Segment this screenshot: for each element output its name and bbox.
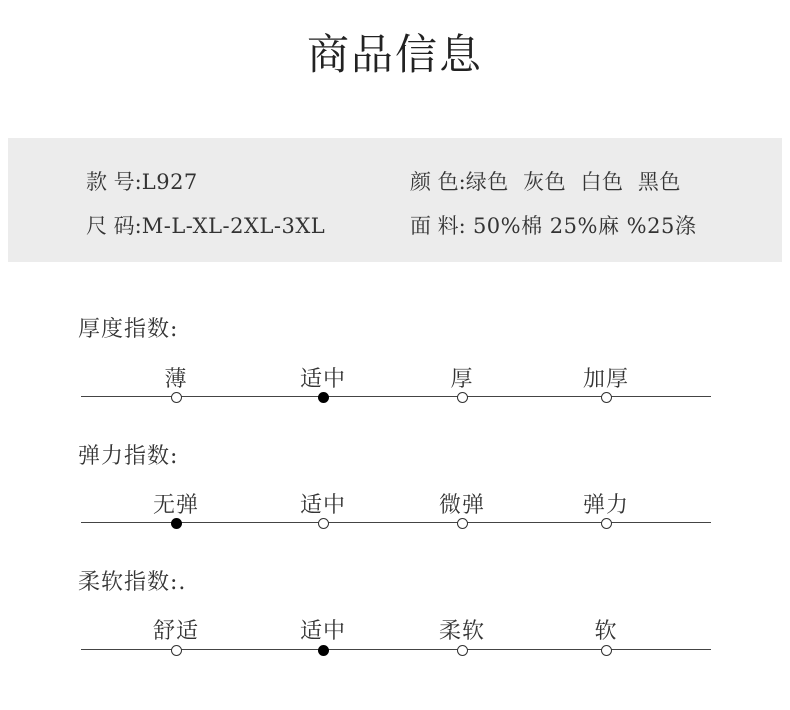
elasticity-option: 弹力	[582, 493, 629, 518]
colors-label: 颜 色:	[410, 170, 466, 194]
size	[86, 210, 325, 240]
softness-option: 舒适	[152, 619, 199, 644]
style-number	[86, 166, 198, 196]
softness-marker	[171, 645, 182, 656]
thickness-marker	[171, 392, 182, 403]
softness-option: 软	[594, 619, 618, 644]
elasticity-option: 微弹	[438, 493, 485, 518]
softness-option: 柔软	[438, 619, 485, 644]
fabric-label: 面 料:	[410, 214, 466, 238]
softness-marker	[457, 645, 468, 656]
softness-option: 适中	[299, 619, 346, 644]
elasticity-option: 无弹	[152, 493, 199, 518]
softness-marker	[601, 645, 612, 656]
fabric	[410, 210, 696, 240]
thickness-option: 厚	[450, 367, 474, 392]
page-title: 商品信息	[306, 30, 483, 79]
thickness-option: 薄	[164, 367, 188, 392]
softness-marker	[318, 645, 329, 656]
colors	[410, 166, 681, 196]
elasticity-index-label: 弹力指数:	[78, 444, 179, 469]
thickness-option: 加厚	[582, 367, 629, 392]
style-number-label: 款 号:	[86, 170, 142, 194]
size-value: M-L-XL-2XL-3XL	[141, 214, 326, 238]
size-label: 尺 码:	[86, 214, 142, 238]
product-info-panel	[8, 138, 782, 262]
elasticity-option: 适中	[299, 493, 346, 518]
style-number-value: L927	[141, 170, 198, 194]
colors-value: 绿色 灰色 白色 黑色	[465, 170, 681, 194]
thickness-marker	[457, 392, 468, 403]
thickness-index-label: 厚度指数:	[78, 317, 179, 342]
elasticity-marker	[171, 518, 182, 529]
elasticity-marker	[457, 518, 468, 529]
elasticity-marker	[601, 518, 612, 529]
thickness-option: 适中	[299, 367, 346, 392]
fabric-value: 50%棉 25%麻 %25涤	[465, 214, 697, 238]
softness-index-label: 柔软指数:.	[78, 570, 187, 595]
elasticity-marker	[318, 518, 329, 529]
thickness-marker	[601, 392, 612, 403]
thickness-marker	[318, 392, 329, 403]
